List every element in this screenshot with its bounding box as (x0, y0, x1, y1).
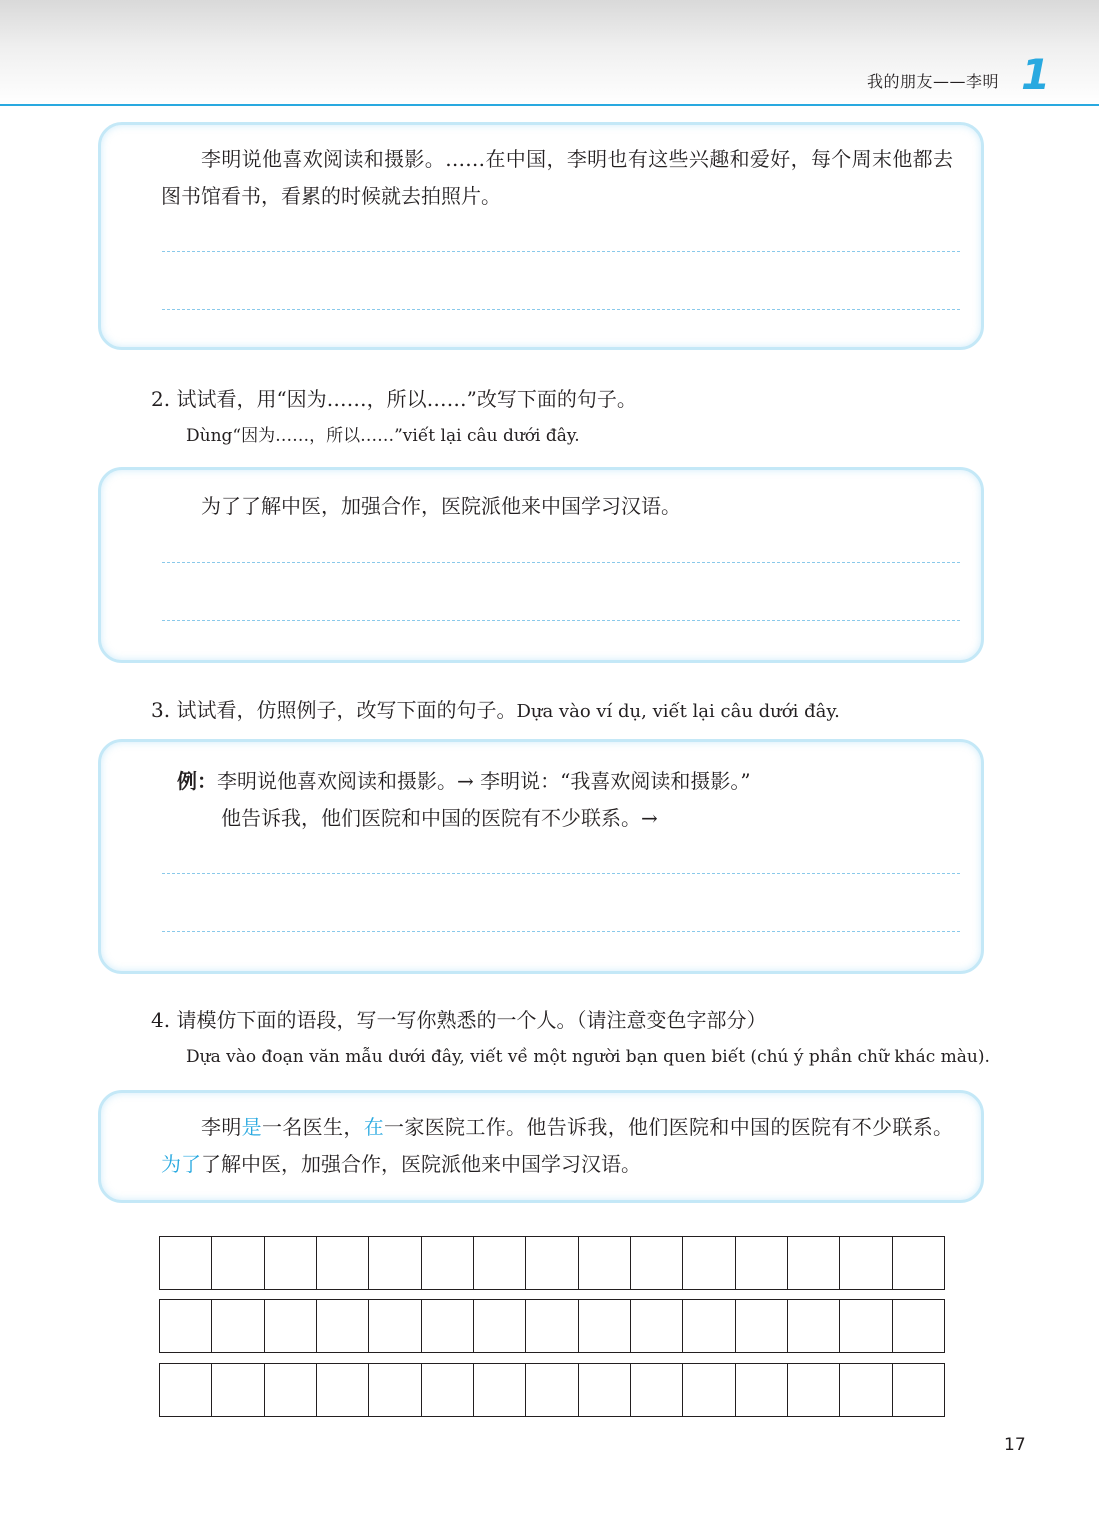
grid-cell[interactable] (736, 1364, 788, 1416)
grid-cell[interactable] (736, 1237, 788, 1289)
question-4-instruction: Dựa vào đoạn văn mẫu dưới đây, viết về một người bạn quen biết (chú ý phần chữ khác màu). (186, 1047, 990, 1067)
sentence-text-2: 为了了解中医，加强合作，医院派他来中国学习汉语。 (201, 494, 681, 518)
grid-cell[interactable] (683, 1300, 735, 1352)
example-sentence: 李明说他喜欢阅读和摄影。→ 李明说：“我喜欢阅读和摄影。” (217, 769, 751, 793)
model-text: 一名医生， (262, 1115, 364, 1139)
writing-line[interactable] (162, 251, 960, 252)
grid-cell[interactable] (788, 1237, 840, 1289)
grid-cell[interactable] (212, 1237, 264, 1289)
model-text: 一家医院工作。他告诉我，他们医院和中国的医院有不少联系。 (384, 1115, 954, 1139)
writing-line[interactable] (162, 931, 960, 932)
question-3-title-zh: 3. 试试看，仿照例子，改写下面的句子。 (151, 698, 517, 722)
grid-cell[interactable] (317, 1237, 369, 1289)
writing-grid-row[interactable] (159, 1363, 945, 1417)
model-paragraph (161, 1109, 953, 1183)
passage-box-1 (98, 122, 984, 350)
grid-cell[interactable] (683, 1237, 735, 1289)
grid-cell[interactable] (422, 1300, 474, 1352)
highlight-word: 为了 (161, 1152, 201, 1176)
grid-cell[interactable] (579, 1237, 631, 1289)
grid-cell[interactable] (840, 1364, 892, 1416)
grid-cell[interactable] (265, 1300, 317, 1352)
question-2-title: 2. 试试看，用“因为……，所以……”改写下面的句子。 (151, 387, 637, 411)
writing-line[interactable] (162, 309, 960, 310)
grid-cell[interactable] (683, 1364, 735, 1416)
example-box-3 (98, 739, 984, 974)
grid-cell[interactable] (631, 1364, 683, 1416)
chapter-title: 我的朋友——李明 (866, 72, 999, 91)
grid-cell[interactable] (840, 1300, 892, 1352)
grid-cell[interactable] (474, 1364, 526, 1416)
grid-cell[interactable] (893, 1237, 944, 1289)
grid-cell[interactable] (422, 1237, 474, 1289)
sentence-box-2 (98, 467, 984, 663)
writing-line[interactable] (162, 562, 960, 563)
grid-cell[interactable] (422, 1364, 474, 1416)
grid-cell[interactable] (212, 1300, 264, 1352)
writing-line[interactable] (162, 873, 960, 874)
grid-cell[interactable] (369, 1237, 421, 1289)
question-2-instruction: Dùng“因为……，所以……”viết lại câu dưới đây. (186, 426, 580, 446)
grid-cell[interactable] (788, 1364, 840, 1416)
question-3-title-vi: Dựa vào ví dụ, viết lại câu dưới đây. (516, 701, 840, 722)
grid-cell[interactable] (474, 1237, 526, 1289)
grid-cell[interactable] (160, 1300, 212, 1352)
grid-cell[interactable] (526, 1364, 578, 1416)
grid-cell[interactable] (893, 1364, 944, 1416)
model-text: 李明 (201, 1115, 242, 1139)
task-sentence: 他告诉我，他们医院和中国的医院有不少联系。→ (221, 806, 658, 830)
example-row (177, 767, 751, 795)
grid-cell[interactable] (160, 1364, 212, 1416)
writing-grid-row[interactable] (159, 1236, 945, 1290)
grid-cell[interactable] (265, 1364, 317, 1416)
question-3-title (151, 696, 840, 726)
grid-cell[interactable] (579, 1300, 631, 1352)
unit-number: 1 (1021, 50, 1051, 99)
grid-cell[interactable] (160, 1237, 212, 1289)
example-label: 例： (177, 769, 217, 793)
passage-text-1: 李明说他喜欢阅读和摄影。……在中国，李明也有这些兴趣和爱好，每个周末他都去图书馆看书，看累的时候就去拍照片。 (161, 147, 953, 208)
writing-grid-row[interactable] (159, 1299, 945, 1353)
model-text: 了解中医，加强合作，医院派他来中国学习汉语。 (201, 1152, 641, 1176)
writing-line[interactable] (162, 620, 960, 621)
grid-cell[interactable] (526, 1300, 578, 1352)
grid-cell[interactable] (212, 1364, 264, 1416)
page-number: 17 (1004, 1435, 1026, 1455)
highlight-word: 是 (241, 1115, 263, 1139)
grid-cell[interactable] (265, 1237, 317, 1289)
grid-cell[interactable] (369, 1364, 421, 1416)
grid-cell[interactable] (579, 1364, 631, 1416)
model-paragraph-box-4 (98, 1090, 984, 1203)
grid-cell[interactable] (631, 1237, 683, 1289)
grid-cell[interactable] (788, 1300, 840, 1352)
grid-cell[interactable] (369, 1300, 421, 1352)
grid-cell[interactable] (317, 1364, 369, 1416)
grid-cell[interactable] (736, 1300, 788, 1352)
grid-cell[interactable] (526, 1237, 578, 1289)
page-header (0, 0, 1099, 106)
grid-cell[interactable] (631, 1300, 683, 1352)
highlight-word: 在 (363, 1115, 385, 1139)
grid-cell[interactable] (893, 1300, 944, 1352)
grid-cell[interactable] (840, 1237, 892, 1289)
grid-cell[interactable] (474, 1300, 526, 1352)
question-4-title: 4. 请模仿下面的语段，写一写你熟悉的一个人。（请注意变色字部分） (151, 1008, 767, 1032)
grid-cell[interactable] (317, 1300, 369, 1352)
